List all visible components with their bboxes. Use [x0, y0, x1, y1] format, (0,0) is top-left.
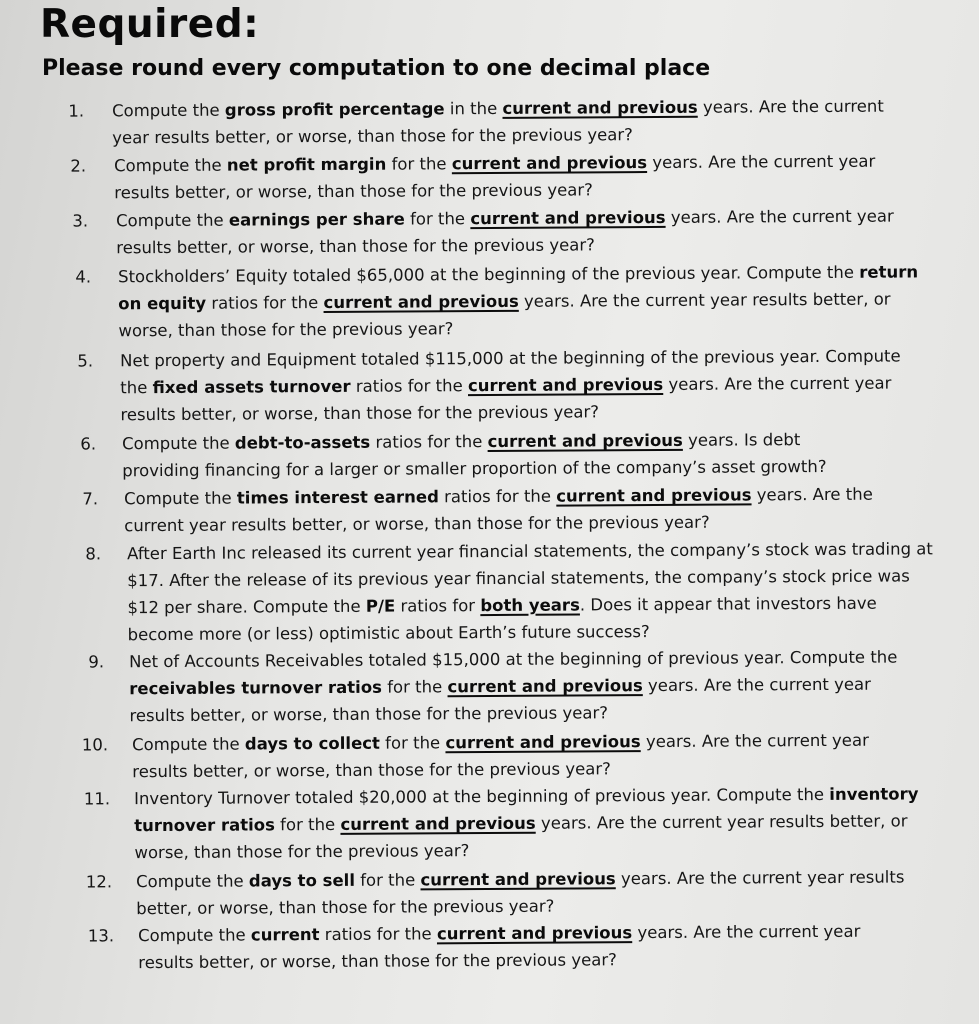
question-text-segment: After Earth Inc released its current year financial statements, the company’s stock was trading at $17. After the release of its previous year financial statements, the company’s stock price was $12 per share. Compute the: [127, 539, 933, 618]
question-item: [0, 258, 979, 345]
question-text-segment: years. Are the current year results better, or worse, than those for the previous year?: [132, 730, 869, 782]
question-text-segment: for the: [381, 677, 448, 697]
question-number: 2.: [70, 156, 87, 176]
key-term: debt-to-assets: [234, 432, 371, 453]
question-item: [0, 780, 979, 867]
period-emphasis: current and previous: [470, 207, 666, 229]
question-item: [0, 863, 979, 923]
question-text-segment: in the: [444, 98, 503, 119]
key-term: days to collect: [244, 733, 380, 754]
question-item: [0, 92, 979, 152]
question-text-segment: Compute the: [114, 155, 227, 176]
question-text-segment: . Does it appear that investors have become more (or less) optimistic about Earth’s future success?: [127, 593, 877, 645]
question-item: [0, 535, 979, 649]
question-text-segment: years. Are the current year results better, or worse, than those for the previous year?: [136, 867, 905, 919]
key-term: current: [250, 925, 320, 945]
question-number: 1.: [68, 101, 85, 121]
question-text-segment: ratios for the: [319, 924, 437, 945]
period-emphasis: current and previous: [451, 153, 648, 174]
question-text-segment: Compute the: [112, 100, 225, 121]
question-number: 9.: [88, 652, 105, 672]
question-text: [136, 863, 936, 922]
question-text-segment: years. Are the current year results better, or worse, than those for the previous year?: [134, 811, 908, 863]
question-number: 8.: [85, 544, 102, 564]
question-text: [114, 147, 928, 206]
question-text-segment: Compute the: [116, 210, 229, 231]
question-item: [0, 917, 979, 977]
question-text: [112, 92, 920, 151]
period-emphasis: current and previous: [420, 869, 616, 890]
question-text-segment: years. Are the current year results better, or worse, than those for the previous year?: [120, 373, 892, 425]
question-text-segment: for the: [379, 733, 446, 753]
period-emphasis: current and previous: [447, 676, 643, 697]
period-emphasis: current and previous: [445, 732, 641, 753]
period-emphasis: current and previous: [467, 374, 664, 396]
period-emphasis: current and previous: [502, 97, 698, 118]
question-number: 6.: [80, 434, 97, 454]
question-text-segment: years. Are the current year results better, or worse, than those for the previous year?: [129, 674, 871, 726]
question-item: [0, 202, 979, 262]
question-text-segment: years. Are the current year results better, or worse, than those for the previous year?: [138, 921, 861, 973]
question-text: [124, 480, 924, 539]
question-text: [122, 426, 872, 485]
question-text: [127, 535, 940, 648]
question-item: [0, 147, 979, 207]
question-text-segment: ratios for the: [370, 432, 488, 452]
key-term: gross profit percentage: [224, 99, 445, 120]
question-text-segment: Inventory Turnover totaled $20,000 at the beginning of previous year. Compute the: [134, 784, 830, 809]
question-item: [0, 425, 979, 485]
question-text-segment: years. Are the current year results better, or worse, than those for the previous year?: [116, 206, 894, 258]
question-text-segment: ratios for the: [350, 376, 468, 396]
question-text: [138, 918, 896, 977]
key-term: receivables turnover ratios: [129, 677, 383, 699]
question-text-segment: ratios for: [395, 596, 481, 616]
question-text-segment: for the: [404, 209, 471, 229]
question-text-segment: years. Are the current year results better, or worse, than those for the previous year?: [124, 484, 873, 536]
question-text-segment: for the: [386, 154, 452, 174]
question-number: 10.: [81, 735, 109, 755]
question-text-segment: for the: [354, 870, 421, 890]
period-emphasis: current and previous: [487, 430, 683, 452]
page-title: Required:: [40, 2, 260, 47]
key-term: P/E: [365, 596, 396, 616]
question-text-segment: years. Are the current year results better, or worse, than those for the previous year?: [118, 289, 891, 341]
period-emphasis: current and previous: [340, 813, 536, 834]
question-number: 13.: [87, 926, 115, 946]
question-text: [132, 726, 907, 785]
question-text-segment: years. Is debt providing financing for a larger or smaller proportion of the company’s asset growth?: [122, 430, 827, 481]
key-term: times interest earned: [236, 487, 439, 508]
question-text: [134, 780, 940, 866]
question-text-segment: Stockholders’ Equity totaled $65,000 at the beginning of the previous year. Compute the: [118, 262, 860, 287]
question-text-segment: Compute the: [138, 925, 251, 946]
question-number: 7.: [82, 489, 99, 509]
key-term: return on equity: [118, 262, 919, 314]
question-text-segment: for the: [274, 814, 341, 835]
question-number: 3.: [72, 211, 89, 231]
key-term: days to sell: [248, 870, 356, 891]
question-item: [0, 726, 979, 786]
question-text: [129, 644, 899, 730]
question-number: 11.: [83, 789, 111, 809]
question-text-segment: ratios for the: [206, 293, 324, 313]
period-emphasis: current and previous: [436, 923, 633, 944]
period-emphasis: current and previous: [556, 485, 752, 506]
question-text-segment: years. Are the current year results better, or worse, than those for the previous year?: [112, 96, 884, 148]
key-term: inventory turnover ratios: [134, 784, 919, 836]
question-item: [0, 480, 979, 540]
rounding-instruction: Please round every computation to one decimal place: [42, 56, 711, 81]
question-text-segment: ratios for the: [438, 486, 557, 507]
question-text: [118, 258, 934, 344]
question-text: [120, 342, 930, 428]
question-text-segment: years. Are the current year results better, or worse, than those for the previous year?: [114, 151, 876, 203]
question-text-segment: Compute the: [132, 734, 245, 755]
question-number: 5.: [77, 351, 94, 371]
question-number: 4.: [75, 267, 92, 287]
key-term: fixed assets turnover: [152, 376, 351, 398]
question-text-segment: Compute the: [122, 433, 235, 454]
question-item: [0, 342, 979, 429]
question-text-segment: Net property and Equipment totaled $115,000 at the beginning of the previous year. Compute the: [120, 346, 901, 398]
question-text: [116, 202, 938, 261]
key-term: earnings per share: [228, 209, 405, 230]
question-text-segment: Net of Accounts Receivables totaled $15,000 at the beginning of previous year. Compute the: [129, 647, 898, 672]
question-item: [0, 643, 979, 730]
question-text-segment: Compute the: [136, 871, 249, 892]
period-emphasis: both years: [480, 595, 580, 616]
period-emphasis: current and previous: [323, 291, 519, 313]
question-number: 12.: [85, 872, 113, 892]
key-term: net profit margin: [226, 154, 387, 175]
question-text-segment: Compute the: [124, 488, 237, 509]
